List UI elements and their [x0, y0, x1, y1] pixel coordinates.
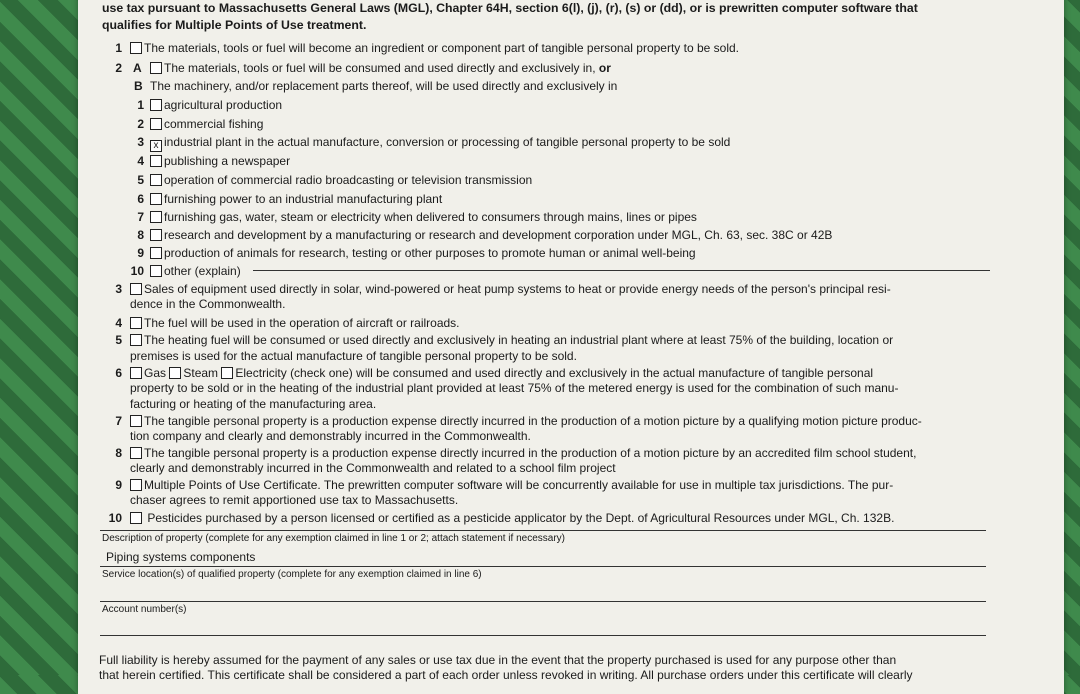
- item-7-text-2: tion company and clearly and demonstrably incurred in the Commonwealth.: [130, 429, 531, 443]
- sub-item-text: publishing a newspaper: [164, 154, 291, 168]
- item-3-checkbox[interactable]: [130, 283, 142, 295]
- sub-item-3: [150, 135, 730, 152]
- item-1: [130, 41, 739, 55]
- item-2-number: 2: [115, 61, 122, 75]
- item-9-checkbox[interactable]: [130, 479, 142, 491]
- sub-item-4-checkbox[interactable]: [150, 155, 162, 167]
- item-5-text-1: The heating fuel will be consumed or used directly and exclusively in heating an industrial plant where at least 75% of the building, location or: [144, 333, 894, 347]
- item-1-number: 1: [115, 41, 122, 55]
- sub-item-6-checkbox[interactable]: [150, 193, 162, 205]
- sub-item-text: research and development by a manufacturing or research and development corporation under MGL, Ch. 63, sec. 38C or 42B: [164, 228, 833, 242]
- liability-text-1: Full liability is hereby assumed for the payment of any sales or use tax due in the event that the property purchased is used for any purpose other than: [99, 653, 897, 667]
- sub-item-7: [150, 210, 697, 224]
- item-3-text-2: dence in the Commonwealth.: [130, 297, 286, 311]
- sub-item-text: agricultural production: [164, 98, 283, 112]
- item-2a: [150, 61, 611, 75]
- item-4-text: The fuel will be used in the operation of aircraft or railroads.: [144, 316, 460, 330]
- item-8-checkbox[interactable]: [130, 447, 142, 459]
- sub-item-7-checkbox[interactable]: [150, 211, 162, 223]
- item-6-text-3: facturing or heating of the manufacturing area.: [130, 397, 377, 411]
- sub-item-2-checkbox[interactable]: [150, 118, 162, 130]
- sub-item-number: 7: [137, 210, 144, 224]
- item-2a-or: or: [598, 61, 611, 75]
- sub-item-8-checkbox[interactable]: [150, 229, 162, 241]
- sub-item-3-checkbox[interactable]: x: [150, 140, 162, 152]
- item-8-text-1: The tangible personal property is a production expense directly incurred in the production of a motion picture by an accredited film school student,: [144, 446, 917, 460]
- item-7-checkbox[interactable]: [130, 415, 142, 427]
- service-location-label: Service location(s) of qualified property (complete for any exemption claimed in line 6): [102, 569, 482, 580]
- item-6: [130, 366, 873, 380]
- intro-line-1: use tax pursuant to Massachusetts General Laws (MGL), Chapter 64H, section 6(l), (j), (r), (s) or (dd), or is prewritten computer software that: [102, 1, 918, 15]
- sub-item-text: industrial plant in the actual manufacture, conversion or processing of tangible personal property to be sold: [164, 135, 731, 149]
- item-2b-letter: B: [134, 79, 143, 93]
- sub-item-text: production of animals for research, testing or other purposes to promote human or animal well-being: [164, 246, 696, 260]
- intro-line-2: qualifies for Multiple Points of Use treatment.: [102, 18, 367, 32]
- divider: [100, 530, 986, 531]
- description-field[interactable]: Piping systems components: [106, 550, 256, 564]
- sub-item-8: [150, 228, 832, 242]
- sub-item-5: [150, 173, 532, 187]
- description-label: Description of property (complete for any exemption claimed in line 1 or 2; attach statement if necessary): [102, 533, 565, 544]
- service-location-line: [100, 601, 986, 602]
- item-6-text-2: property to be sold or in the heating of the industrial plant provided at least 75% of the metered energy is used for the combination of such manu-: [130, 381, 899, 395]
- item-1-checkbox[interactable]: [130, 42, 142, 54]
- account-number-label: Account number(s): [102, 604, 187, 615]
- item-8-text-2: clearly and demonstrably incurred in the Commonwealth and related to a school film project: [130, 461, 616, 475]
- item-3-text-1: Sales of equipment used directly in solar, wind-powered or heat pump systems to heat or provide energy needs of the person's principal resi-: [144, 282, 891, 296]
- item-4-checkbox[interactable]: [130, 317, 142, 329]
- sub-item-10: [150, 264, 241, 278]
- sub-item-number: 10: [130, 264, 144, 278]
- item-3: [130, 282, 891, 296]
- item-9-text-2: chaser agrees to remit apportioned use tax to Massachusetts.: [130, 493, 459, 507]
- item-4-number: 4: [115, 316, 122, 330]
- sub-item-6: [150, 192, 442, 206]
- sub-item-1: [150, 98, 282, 112]
- sub-item-4: [150, 154, 290, 168]
- gas-label: Gas: [144, 366, 167, 380]
- sub-item-number: 6: [137, 192, 144, 206]
- electricity-checkbox[interactable]: [221, 367, 233, 379]
- item-10-checkbox[interactable]: [130, 512, 142, 524]
- account-number-line: [100, 635, 986, 636]
- item-2a-text: The materials, tools or fuel will be consumed and used directly and exclusively in,: [164, 61, 596, 75]
- item-8: [130, 446, 916, 460]
- sub-item-text: operation of commercial radio broadcasting or television transmission: [164, 173, 533, 187]
- item-9: [130, 478, 893, 492]
- item-9-text-1: Multiple Points of Use Certificate. The prewritten computer software will be concurrently available for use in multiple tax jurisdictions. The pur-: [144, 478, 894, 492]
- electricity-text: Electricity (check one) will be consumed and used directly and exclusively in the actual manufacture of tangible personal: [235, 366, 874, 380]
- steam-label: Steam: [183, 366, 219, 380]
- item-10: [130, 511, 894, 525]
- item-2a-letter: A: [133, 61, 142, 75]
- sub-item-number: 4: [137, 154, 144, 168]
- item-7-text-1: The tangible personal property is a production expense directly incurred in the production of a motion picture by a qualifying motion picture produc-: [144, 414, 922, 428]
- sub-item-2: [150, 117, 263, 131]
- sub-item-10-checkbox[interactable]: [150, 265, 162, 277]
- sub-item-number: 9: [137, 246, 144, 260]
- item-5-checkbox[interactable]: [130, 334, 142, 346]
- sub-item-number: 8: [137, 228, 144, 242]
- gas-checkbox[interactable]: [130, 367, 142, 379]
- item-7: [130, 414, 922, 428]
- sub-item-text: commercial fishing: [164, 117, 264, 131]
- sub-item-text: furnishing gas, water, steam or electricity when delivered to consumers through mains, lines or pipes: [164, 210, 697, 224]
- item-5: [130, 333, 893, 347]
- item-2b-text: The machinery, and/or replacement parts thereof, will be used directly and exclusively in: [150, 79, 618, 93]
- sub-item-5-checkbox[interactable]: [150, 174, 162, 186]
- item-8-number: 8: [115, 446, 122, 460]
- sub-item-1-checkbox[interactable]: [150, 99, 162, 111]
- item-6-number: 6: [115, 366, 122, 380]
- item-7-number: 7: [115, 414, 122, 428]
- item-10-text: Pesticides purchased by a person licensed or certified as a pesticide applicator by the Dept. of Agricultural Resources under MGL, Ch. 132B.: [147, 511, 895, 525]
- item-4: [130, 316, 460, 330]
- item-2a-checkbox[interactable]: [150, 62, 162, 74]
- sub-item-text: furnishing power to an industrial manufacturing plant: [164, 192, 443, 206]
- other-explain-line[interactable]: [253, 270, 990, 271]
- liability-text-2: that herein certified. This certificate shall be considered a part of each order unless revoked in writing. All purchase orders under this certificate will clearly: [99, 668, 913, 682]
- item-10-number: 10: [108, 511, 122, 525]
- sub-item-number: 5: [137, 173, 144, 187]
- item-9-number: 9: [115, 478, 122, 492]
- item-3-number: 3: [115, 282, 122, 296]
- description-line: [100, 566, 986, 567]
- item-5-number: 5: [115, 333, 122, 347]
- item-1-text: The materials, tools or fuel will become an ingredient or component part of tangible personal property to be sold.: [144, 41, 739, 55]
- sub-item-9-checkbox[interactable]: [150, 247, 162, 259]
- sub-item-number: 1: [137, 98, 144, 112]
- sub-item-number: 3: [137, 135, 144, 149]
- sub-item-number: 2: [137, 117, 144, 131]
- sub-item-9: [150, 246, 696, 260]
- item-5-text-2: premises is used for the actual manufacture of tangible personal property to be sold.: [130, 349, 577, 363]
- steam-checkbox[interactable]: [169, 367, 181, 379]
- sub-item-text: other (explain): [164, 264, 241, 278]
